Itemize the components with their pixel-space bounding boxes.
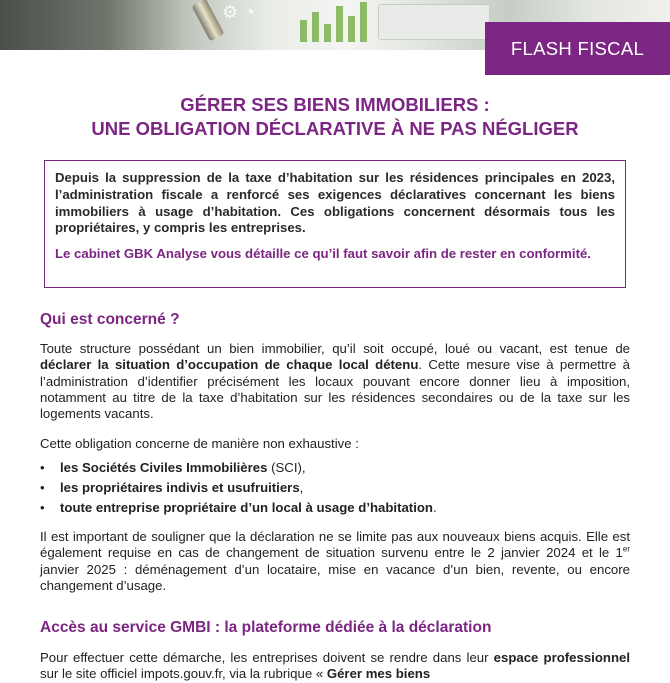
intro-cabinet-note: Le cabinet GBK Analyse vous détaille ce qu’il faut savoir afin de rester en conformité.: [55, 246, 591, 262]
badge-label: FLASH FISCAL: [510, 37, 645, 59]
section1-paragraph-3: Il est important de souligner que la déclaration ne se limite pas aux nouveaux biens acquis. Elle est également requise en cas de changement de situation survenu entre le 2 janvier 2024 et le 1er janvier 2025 : déménagement d’un locataire, mise en vacance d’un bien, revente, ou encore changement d’usage.: [40, 529, 630, 593]
title-line-1: GÉRER SES BIENS IMMOBILIERS :: [180, 94, 490, 115]
section1-paragraph-2: Cette obligation concerne de manière non exhaustive :: [40, 436, 359, 451]
pen-icon: [192, 0, 225, 41]
gear-icon: ⚙◔: [222, 2, 262, 22]
list-item: • les propriétaires indivis et usufruitiers,: [40, 478, 630, 498]
page-title: [0, 93, 670, 141]
chart-bar: [336, 6, 343, 42]
chart-bar: [324, 24, 331, 42]
intro-box: [44, 160, 626, 288]
chart-bar: [312, 12, 319, 42]
flash-fiscal-badge: [485, 22, 670, 75]
calculator-image: [378, 4, 490, 40]
section1-paragraph-1: Toute structure possédant un bien immobilier, qu’il soit occupé, loué ou vacant, est tenue de déclarer la situation d’occupation de chaque local détenu. Cette mesure vise à permettre à l’administration d’identifier précisément les locaux pouvant encore donner lieu à imposition, notamment au titre de la taxe d’habitation sur les résidences secondaires ou de la taxe sur les logements vacants.: [40, 341, 630, 422]
section-heading-gmbi: Accès au service GMBI : la plateforme dédiée à la déclaration: [40, 619, 492, 636]
section2-paragraph: Pour effectuer cette démarche, les entreprises doivent se rendre dans leur espace professionnel sur le site officiel impots.gouv.fr, via la rubrique « Gérer mes biens: [40, 650, 630, 682]
list-item: • toute entreprise propriétaire d’un local à usage d’habitation.: [40, 498, 630, 518]
concerned-list: [40, 458, 630, 518]
chart-bar: [300, 20, 307, 42]
chart-bar: [360, 2, 367, 42]
chart-bar: [348, 16, 355, 42]
title-line-2: UNE OBLIGATION DÉCLARATIVE À NE PAS NÉGLIGER: [91, 118, 579, 139]
intro-paragraph: Depuis la suppression de la taxe d’habitation sur les résidences principales en 2023, l’administration fiscale a renforcé ses exigences déclaratives concernant les biens immobiliers à usage d’habitation. Ces obligations concernent désormais tous les propriétaires, y compris les entreprises.: [55, 170, 615, 236]
list-item: • les Sociétés Civiles Immobilières (SCI),: [40, 458, 630, 478]
section-heading-concerned: Qui est concerné ?: [40, 311, 180, 328]
